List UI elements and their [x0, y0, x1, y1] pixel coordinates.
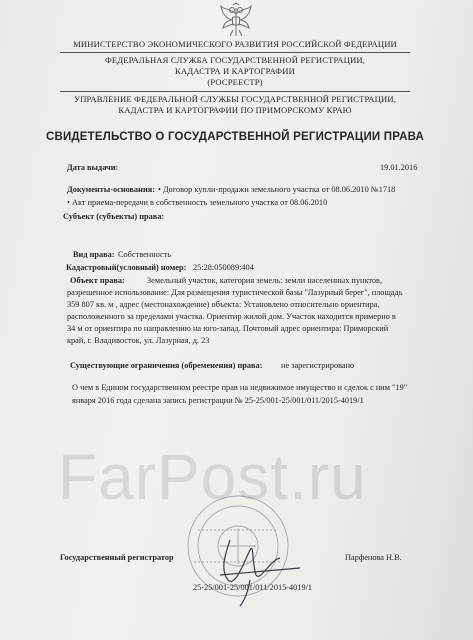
registry-record-line: января 2016 года сделана запись регистрации № 25-25/001-25/001/011/2015-4019/1	[72, 396, 364, 405]
registration-record-number: 25-25/001-25/001/011/2015-4019/1	[193, 583, 313, 592]
registrar-name: Парфенова Н.В.	[345, 553, 402, 562]
document-basis-item: • Акт приема-передачи в собственность земельного участка от 08.06.2010	[67, 198, 328, 207]
ministry-name: МИНИСТЕРСТВО ЭКОНОМИЧЕСКОГО РАЗВИТИЯ РОССИЙСКОЙ ФЕДЕРАЦИИ	[73, 39, 397, 49]
service-name-line3: (РОСРЕЕСТР)	[207, 77, 263, 87]
document-basis-item: • Договор купли-продажи земельного участка от 08.06.2010 №1718	[158, 185, 396, 194]
service-name-line1: ФЕДЕРАЛЬНАЯ СЛУЖБА ГОСУДАРСТВЕННОЙ РЕГИСТРАЦИИ,	[104, 55, 366, 65]
object-description-line: 359 807 кв. м , адрес (местонахождение) объекта: Установлено относительно ориентира,	[67, 300, 380, 309]
cadastral-number-label: Кадастровый(условный) номер:	[66, 263, 187, 272]
subject-label: Субъект (субъекты) права:	[63, 212, 165, 221]
right-type-label: Вид права:	[73, 250, 115, 259]
object-description-line: край, г. Владивосток, ул. Лазурная, д. 23	[67, 336, 210, 345]
issue-date-value: 19.01.2016	[380, 163, 418, 172]
office-name-line2: КАДАСТРА И КАРТОГРАФИИ ПО ПРИМОРСКОМУ КРАЮ	[118, 105, 352, 115]
object-description-line: расположенного за пределами участка. Ориентир жилой дом. Участок находится примерно в	[67, 312, 396, 321]
registrar-signature	[190, 520, 320, 610]
restrictions-label: Существующие ограничения (обременения) права:	[70, 361, 263, 370]
header-divider	[60, 91, 410, 92]
restrictions-value: не зарегистрировано	[281, 361, 355, 370]
service-name-line2: КАДАСТРА И КАРТОГРАФИИ	[175, 66, 295, 76]
farpost-watermark: FarPost.ru	[58, 441, 367, 513]
office-name-line1: УПРАВЛЕНИЕ ФЕДЕРАЛЬНОЙ СЛУЖБЫ ГОСУДАРСТВЕННОЙ РЕГИСТРАЦИИ,	[73, 94, 397, 104]
documents-basis-label: Документы-основания:	[67, 185, 155, 194]
registry-record-line: О чем в Едином государственном реестре прав на недвижимое имущество и сделок с ним "19"	[72, 383, 408, 392]
object-description-line: 34 м от ориентира по направлению на юго-запад. Почтовый адрес ориентира: Приморский	[67, 324, 389, 333]
object-description-line: разрешенное использование: Для размещения туристической базы "Лазурный берег", площадь	[67, 288, 403, 297]
right-type-value: Собственность	[118, 250, 172, 259]
russian-eagle-crest-icon	[218, 2, 254, 40]
header-divider	[60, 52, 410, 53]
registrar-label: Государственный регистратор	[60, 553, 174, 562]
document-title: СВИДЕТЕЛЬСТВО О ГОСУДАРСТВЕННОЙ РЕГИСТРАЦИИ ПРАВА	[45, 131, 425, 143]
object-label: Объект права:	[70, 276, 125, 285]
issue-date-label: Дата выдачи:	[67, 163, 119, 172]
object-description-line: Земельный участок, категория земель: земли населенных пунктов,	[147, 276, 383, 285]
cadastral-number-value: 25:28:050089:404	[193, 263, 254, 272]
